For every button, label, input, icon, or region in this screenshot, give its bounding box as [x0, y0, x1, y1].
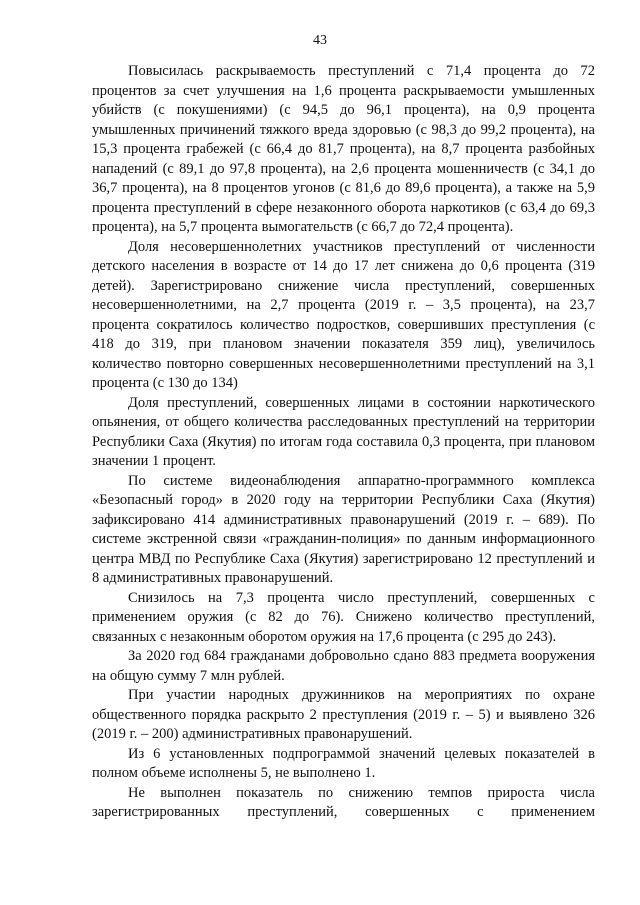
paragraph-volunteer-patrols: При участии народных дружинников на мероприятиях по охране общественного порядка раскрыто 2 преступления (2019 г. – 5) и выявлено 326 (2019 г. – 200) административных правонарушений. — [92, 687, 595, 742]
paragraph-juvenile-crime: Доля несовершеннолетних участников преступлений от численности детского населения в возрасте от 14 до 17 лет снижена до 0,6 процента (319 детей). Зарегистрировано снижение числа преступлений, совершенных несовершеннолетними, на 2,7 процента (2019 г. – 3,5 процента), на 23,7 процента сократилось количество подростков, совершивших преступления (с 418 до 319, при плановом значении показателя 359 лиц), увеличилось количество повторно совершенных несовершеннолетними преступлений на 3,1 процента (с 130 до 134) — [92, 238, 595, 391]
paragraph-weapons-surrendered: За 2020 год 684 гражданами добровольно сдано 883 предмета вооружения на общую сумму 7 млн рублей. — [92, 648, 595, 684]
page-number: 43 — [313, 33, 327, 48]
paragraph-drug-intoxication: Доля преступлений, совершенных лицами в состоянии наркотического опьянения, от общего количества расследованных преступлений на территории Республики Саха (Якутия) по итогам года составила 0,3 процента, при плановом значении 1 процент. — [92, 394, 595, 469]
paragraph-unmet-indicator: Не выполнен показатель по снижению темпов прироста числа зарегистрированных преступлений, совершенных с применением — [92, 784, 595, 820]
paragraph-crime-clearance: Повысилась раскрываемость преступлений с 71,4 процента до 72 процентов за счет улучшения на 1,6 процента раскрываемости умышленных убийств (с покушениями) (с 94,5 до 96,1 процента), на 0,9 процента умышленных причинений тяжкого вреда здоровью (с 98,3 до 99,2 процента), на 15,3 процента грабежей (с 66,4 до 81,7 процента), на 8,7 процента разбойных нападений (с 89,1 до 97,8 процента), на 2,6 процента мошенничеств (с 34,1 до 36,7 процента), на 8 процентов угонов (с 81,6 до 89,6 процента), а также на 5,9 процента преступлений в сфере незаконного оборота наркотиков (с 63,4 до 69,3 процента), на 5,7 процента вымогательств (с 66,7 до 72,4 процента). — [92, 63, 595, 235]
paragraph-weapon-crimes: Снизилось на 7,3 процента число преступлений, совершенных с применением оружия (с 82 до 76). Снижено количество преступлений, связанных с незаконным оборотом оружия на 17,6 процента (с 295 до 243). — [92, 589, 595, 645]
document-body — [92, 62, 595, 823]
paragraph-target-indicators: Из 6 установленных подпрограммой значений целевых показателей в полном объеме исполнены 5, не выполнено 1. — [92, 745, 595, 781]
paragraph-safe-city-system: По системе видеонаблюдения аппаратно-программного комплекса «Безопасный город» в 2020 году на территории Республики Саха (Якутия) зафиксировано 414 административных правонарушений (2019 г. – 689). По системе экстренной связи «гражданин-полиция» по данным информационного центра МВД по Республике Саха (Якутия) зарегистрировано 12 преступлений и 8 административных правонарушений. — [92, 472, 595, 586]
